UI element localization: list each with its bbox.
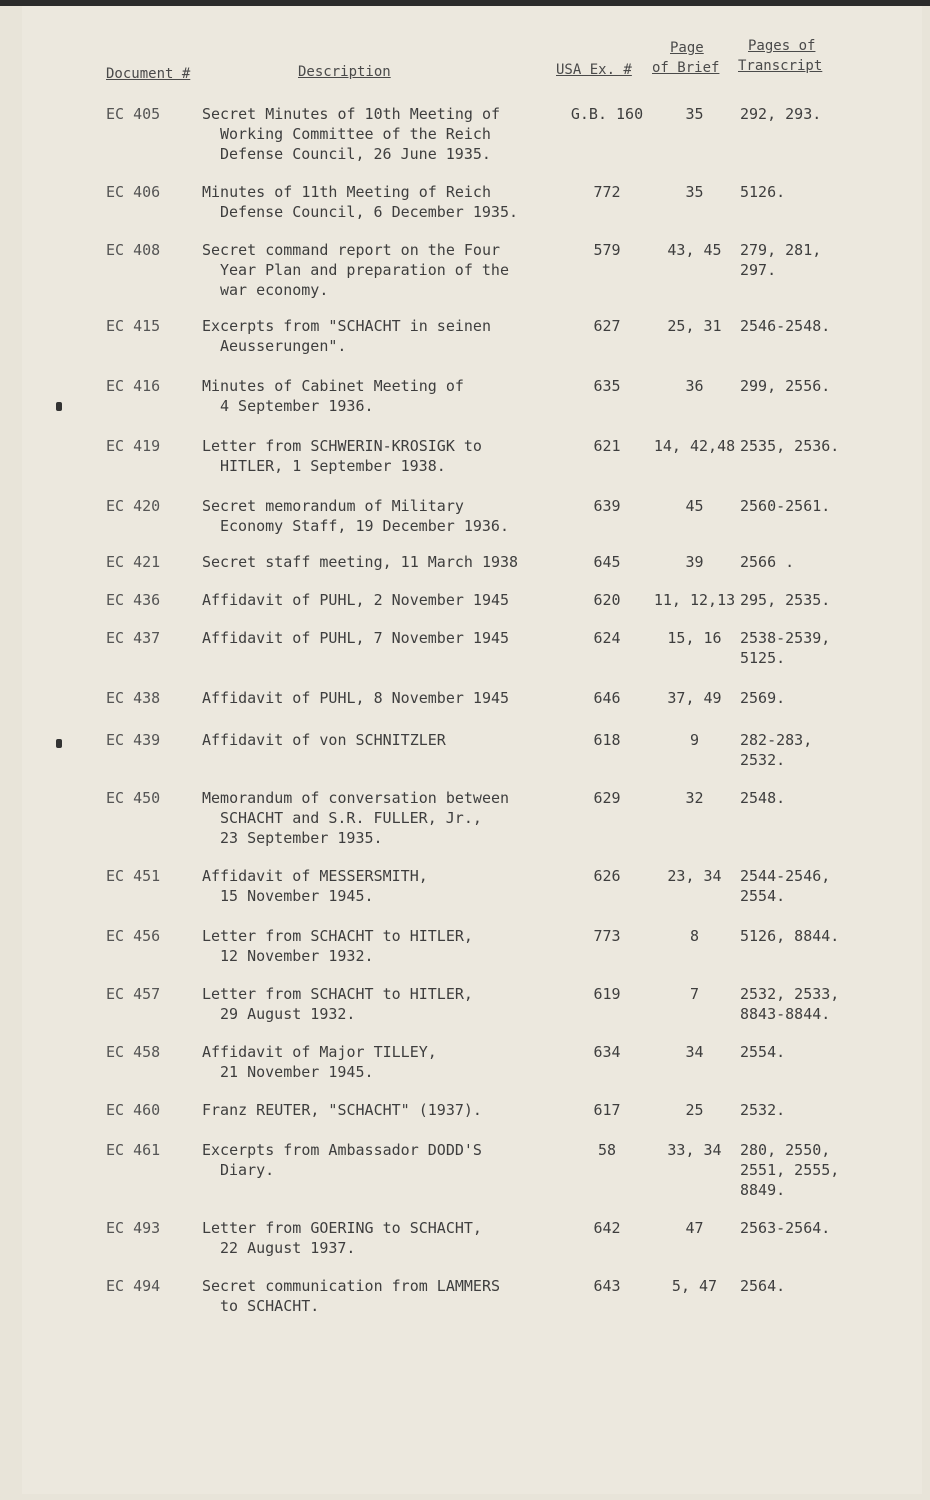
description-line: Excerpts from Ambassador DODD'S	[202, 1141, 482, 1159]
page-of-brief	[652, 182, 737, 202]
pages-of-transcript-line: 2554.	[740, 1043, 786, 1061]
page-of-brief	[652, 104, 737, 124]
page-of-brief	[652, 866, 737, 886]
description	[202, 590, 552, 610]
page-of-brief-line: 35	[685, 105, 704, 123]
pages-of-transcript	[740, 104, 910, 124]
document-number: EC 494	[106, 1277, 161, 1295]
usa-exhibit-number: 646	[593, 689, 621, 707]
description-line: Affidavit of PUHL, 7 November 1945	[202, 629, 510, 647]
pages-of-transcript	[740, 1218, 910, 1238]
pages-of-transcript-line: 280, 2550,	[740, 1141, 831, 1159]
pages-of-transcript-line: 8849.	[740, 1181, 786, 1199]
pages-of-transcript-line: 299, 2556.	[740, 377, 831, 395]
pages-of-transcript-line: 5125.	[740, 649, 786, 667]
pages-of-transcript-line: 2560-2561.	[740, 497, 831, 515]
page-of-brief-line: 7	[689, 985, 700, 1003]
header-document: Document #	[106, 66, 191, 82]
usa-exhibit-number: 772	[593, 183, 621, 201]
description-line: Letter from SCHWERIN-KROSIGK to	[202, 437, 482, 455]
description	[202, 240, 552, 300]
description	[202, 1218, 552, 1258]
description	[202, 628, 552, 648]
page-of-brief-line: 36	[685, 377, 704, 395]
pages-of-transcript	[740, 182, 910, 202]
page-of-brief-line: 14, 42,	[653, 437, 718, 455]
document-number: EC 458	[106, 1043, 161, 1061]
pages-of-transcript	[740, 1276, 910, 1296]
description-line: Defense Council, 6 December 1935.	[220, 203, 519, 221]
header-transcript: Transcript	[738, 58, 823, 74]
document-number: EC 436	[106, 591, 161, 609]
document-number: EC 461	[106, 1141, 161, 1159]
document-number: EC 408	[106, 241, 161, 259]
description	[202, 1140, 552, 1180]
pages-of-transcript-line: 2569.	[740, 689, 786, 707]
pages-of-transcript-line: 2535, 2536.	[740, 437, 840, 455]
document-number: EC 415	[106, 317, 161, 335]
header-pages-of: Pages of	[748, 38, 816, 54]
description-line: Secret staff meeting, 11 March 1938	[202, 553, 519, 571]
page-of-brief	[652, 552, 737, 572]
page-of-brief	[652, 316, 737, 336]
pages-of-transcript	[740, 552, 910, 572]
pages-of-transcript	[740, 730, 910, 770]
document-number: EC 438	[106, 689, 161, 707]
pages-of-transcript	[740, 926, 910, 946]
description-line: Minutes of Cabinet Meeting of	[202, 377, 464, 395]
pages-of-transcript	[740, 866, 910, 906]
description-line: Secret memorandum of Military	[202, 497, 464, 515]
document-number: EC 420	[106, 497, 161, 515]
page-of-brief	[652, 926, 737, 946]
usa-exhibit-number: 58	[597, 1141, 617, 1159]
page-of-brief	[652, 376, 737, 396]
page-of-brief-line: 48	[717, 437, 736, 455]
usa-exhibit-number: 620	[593, 591, 621, 609]
usa-exhibit-number: 624	[593, 629, 621, 647]
page-of-brief-line: 23, 34	[667, 867, 722, 885]
description-line: 23 September 1935.	[220, 829, 383, 847]
description-line: Letter from SCHACHT to HITLER,	[202, 985, 473, 1003]
description-line: Franz REUTER, "SCHACHT" (1937).	[202, 1101, 482, 1119]
page-of-brief-line: 33, 34	[667, 1141, 722, 1159]
description-line: Secret communication from LAMMERS	[202, 1277, 501, 1295]
description-line: SCHACHT and S.R. FULLER, Jr.,	[220, 809, 482, 827]
pages-of-transcript-line: 2551, 2555,	[740, 1161, 840, 1179]
description-line: Aeusserungen".	[220, 337, 347, 355]
page-of-brief-line: 25, 31	[667, 317, 722, 335]
pages-of-transcript-line: 2548.	[740, 789, 786, 807]
usa-exhibit-number: 773	[593, 927, 621, 945]
page-of-brief	[652, 688, 737, 708]
description-line: Excerpts from "SCHACHT in seinen	[202, 317, 491, 335]
pages-of-transcript-line: 295, 2535.	[740, 591, 831, 609]
pages-of-transcript-line: 2546-2548.	[740, 317, 831, 335]
document-number: EC 456	[106, 927, 161, 945]
page-of-brief	[652, 788, 737, 808]
description-line: 15 November 1945.	[220, 887, 374, 905]
description-line: war economy.	[220, 281, 329, 299]
pages-of-transcript-line: 5126.	[740, 183, 786, 201]
document-number: EC 451	[106, 867, 161, 885]
pages-of-transcript-line: 2544-2546,	[740, 867, 831, 885]
usa-exhibit-number: 643	[593, 1277, 621, 1295]
page-of-brief-line: 8	[689, 927, 700, 945]
pages-of-transcript-line: 2564.	[740, 1277, 786, 1295]
page-of-brief-line: 34	[685, 1043, 704, 1061]
page-of-brief-line: 47	[685, 1219, 704, 1237]
description	[202, 436, 552, 476]
page-of-brief-line: 25	[685, 1101, 704, 1119]
description	[202, 730, 552, 750]
description	[202, 316, 552, 356]
punch-mark	[56, 739, 62, 748]
description	[202, 984, 552, 1024]
pages-of-transcript-line: 2563-2564.	[740, 1219, 831, 1237]
pages-of-transcript-line: 2532, 2533,	[740, 985, 840, 1003]
pages-of-transcript	[740, 1140, 910, 1200]
pages-of-transcript-line: 8843-8844.	[740, 1005, 831, 1023]
description	[202, 1042, 552, 1082]
page-of-brief-line: 11, 12,	[653, 591, 718, 609]
description	[202, 182, 552, 222]
pages-of-transcript-line: 279, 281,	[740, 241, 822, 259]
page-of-brief-line: 43, 45	[667, 241, 722, 259]
pages-of-transcript	[740, 1100, 910, 1120]
pages-of-transcript-line: 292, 293.	[740, 105, 822, 123]
description-line: Year Plan and preparation of the	[220, 261, 509, 279]
pages-of-transcript	[740, 628, 910, 668]
document-number: EC 419	[106, 437, 161, 455]
page-of-brief-line: 5, 47	[671, 1277, 718, 1295]
usa-exhibit-number: 639	[593, 497, 621, 515]
usa-exhibit-number: 629	[593, 789, 621, 807]
usa-exhibit-number: 579	[593, 241, 621, 259]
description-line: 4 September 1936.	[220, 397, 374, 415]
document-page	[22, 6, 922, 1494]
description-line: Letter from GOERING to SCHACHT,	[202, 1219, 482, 1237]
document-number: EC 421	[106, 553, 161, 571]
description-line: 29 August 1932.	[220, 1005, 356, 1023]
page-of-brief-line: 15, 16	[667, 629, 722, 647]
pages-of-transcript	[740, 496, 910, 516]
page-of-brief	[652, 1218, 737, 1238]
page-of-brief	[652, 1100, 737, 1120]
description	[202, 688, 552, 708]
pages-of-transcript-line: 2538-2539,	[740, 629, 831, 647]
description-line: Defense Council, 26 June 1935.	[220, 145, 491, 163]
document-number: EC 450	[106, 789, 161, 807]
page-of-brief	[652, 1276, 737, 1296]
page-of-brief-line: 9	[689, 731, 700, 749]
description	[202, 788, 552, 848]
punch-mark	[56, 402, 62, 411]
description	[202, 1100, 552, 1120]
header-usa-ex: USA Ex. #	[556, 62, 632, 78]
page-of-brief	[652, 240, 737, 260]
usa-exhibit-number: 618	[593, 731, 621, 749]
description	[202, 496, 552, 536]
pages-of-transcript-line: 5126, 8844.	[740, 927, 840, 945]
document-number: EC 416	[106, 377, 161, 395]
usa-exhibit-number: 627	[593, 317, 621, 335]
usa-exhibit-number: 642	[593, 1219, 621, 1237]
description-line: Diary.	[220, 1161, 275, 1179]
document-number: EC 437	[106, 629, 161, 647]
pages-of-transcript	[740, 376, 910, 396]
usa-exhibit-number: 635	[593, 377, 621, 395]
description	[202, 926, 552, 966]
page-of-brief	[652, 1140, 737, 1160]
description-line: Affidavit of Major TILLEY,	[202, 1043, 437, 1061]
pages-of-transcript-line: 297.	[740, 261, 777, 279]
usa-exhibit-number: 645	[593, 553, 621, 571]
description-line: 22 August 1937.	[220, 1239, 356, 1257]
page-of-brief	[652, 436, 737, 456]
document-number: EC 493	[106, 1219, 161, 1237]
pages-of-transcript	[740, 1042, 910, 1062]
page-of-brief-line: 39	[685, 553, 704, 571]
page-of-brief	[652, 984, 737, 1004]
pages-of-transcript-line: 2532.	[740, 751, 786, 769]
pages-of-transcript	[740, 688, 910, 708]
pages-of-transcript-line: 2532.	[740, 1101, 786, 1119]
pages-of-transcript	[740, 788, 910, 808]
document-number: EC 439	[106, 731, 161, 749]
description-line: Memorandum of conversation between	[202, 789, 510, 807]
page-of-brief	[652, 590, 737, 610]
usa-exhibit-number: 621	[593, 437, 621, 455]
description	[202, 376, 552, 416]
pages-of-transcript	[740, 590, 910, 610]
page-of-brief-line: 45	[685, 497, 704, 515]
page-of-brief	[652, 496, 737, 516]
header-of-brief: of Brief	[652, 60, 720, 76]
description-line: HITLER, 1 September 1938.	[220, 457, 446, 475]
page-of-brief-line: 32	[685, 789, 704, 807]
description-line: Letter from SCHACHT to HITLER,	[202, 927, 473, 945]
page-of-brief	[652, 1042, 737, 1062]
header-page: Page	[670, 40, 704, 56]
description-line: Affidavit of von SCHNITZLER	[202, 731, 446, 749]
description-line: Secret Minutes of 10th Meeting of	[202, 105, 501, 123]
page-of-brief	[652, 730, 737, 750]
description-line: 12 November 1932.	[220, 947, 374, 965]
usa-exhibit-number: 634	[593, 1043, 621, 1061]
usa-exhibit-number: G.B. 160	[570, 105, 644, 123]
description-line: Affidavit of PUHL, 8 November 1945	[202, 689, 510, 707]
pages-of-transcript	[740, 240, 910, 280]
pages-of-transcript	[740, 984, 910, 1024]
pages-of-transcript-line: 2554.	[740, 887, 786, 905]
page-of-brief-line: 37, 49	[667, 689, 722, 707]
pages-of-transcript	[740, 316, 910, 336]
description-line: Secret command report on the Four	[202, 241, 501, 259]
usa-exhibit-number: 617	[593, 1101, 621, 1119]
description-line: Affidavit of PUHL, 2 November 1945	[202, 591, 510, 609]
description	[202, 1276, 552, 1316]
pages-of-transcript-line: 282-283,	[740, 731, 813, 749]
document-number: EC 406	[106, 183, 161, 201]
description-line: to SCHACHT.	[220, 1297, 320, 1315]
document-number: EC 457	[106, 985, 161, 1003]
pages-of-transcript-line: 2566 .	[740, 553, 795, 571]
description-line: Minutes of 11th Meeting of Reich	[202, 183, 491, 201]
header-description: Description	[298, 64, 391, 80]
pages-of-transcript	[740, 436, 910, 456]
usa-exhibit-number: 626	[593, 867, 621, 885]
description	[202, 552, 552, 572]
document-number: EC 405	[106, 105, 161, 123]
description-line: 21 November 1945.	[220, 1063, 374, 1081]
description	[202, 104, 552, 164]
page-of-brief-line: 35	[685, 183, 704, 201]
page-of-brief	[652, 628, 737, 648]
usa-exhibit-number: 619	[593, 985, 621, 1003]
description-line: Working Committee of the Reich	[220, 125, 491, 143]
description-line: Affidavit of MESSERSMITH,	[202, 867, 428, 885]
document-number: EC 460	[106, 1101, 161, 1119]
description-line: Economy Staff, 19 December 1936.	[220, 517, 509, 535]
description	[202, 866, 552, 906]
page-of-brief-line: 13	[717, 591, 736, 609]
